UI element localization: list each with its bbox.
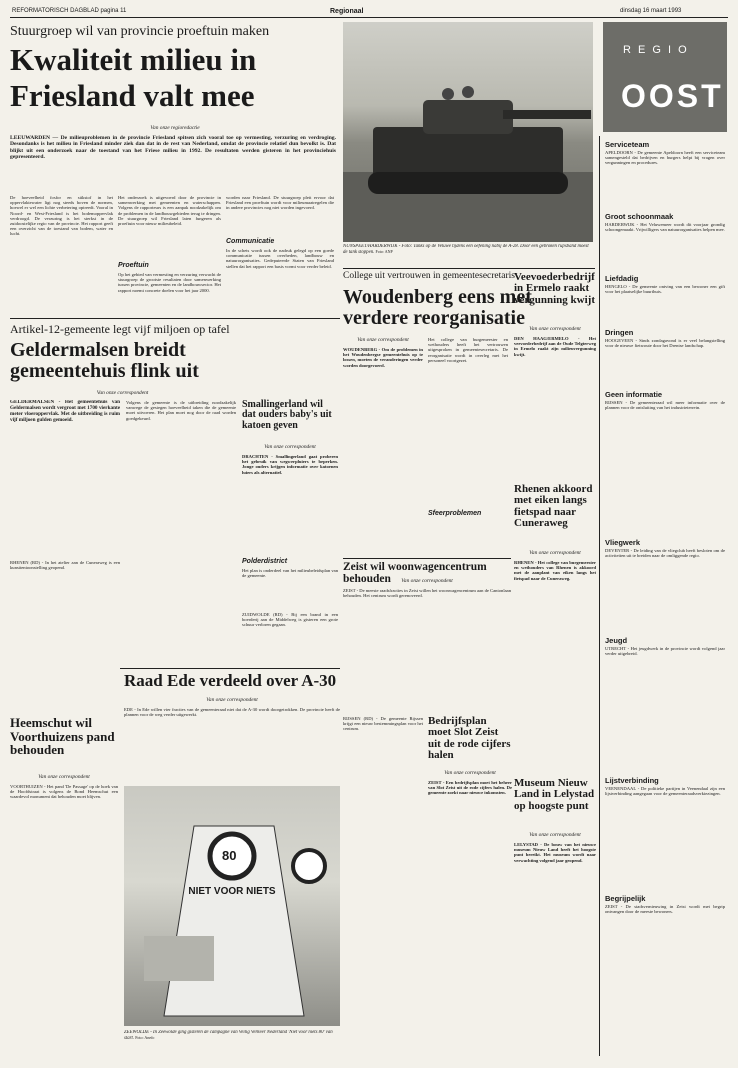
tank-caption xyxy=(343,244,593,266)
college-kicker: College uit vertrouwen in gemeentesecretaris xyxy=(343,271,515,281)
museum-text: LELYSTAD - De bouw van het nieuwe museum Nieuw Land heeft het hoogste punt bereikt. Het museum wordt naar verwachting volgend jaar geopend. xyxy=(514,842,596,863)
sign-illustration xyxy=(124,786,340,1026)
brief-dringen-text: HOOGEVEEN - Sinds zondagavond is er veel belangstelling voor de nieuwe fietsroute door het Drentse landschap. xyxy=(605,338,725,349)
tank-photo xyxy=(343,22,593,242)
heemschut-byline: Van onze correspondent xyxy=(38,774,90,780)
smallinger-title: Smallingerland wil dat ouders baby's uit katoen geven xyxy=(242,399,332,431)
heemschut-text: VOORTHUIZEN - Het pand 'De Passage' op de hoek van de Hoofdstraat is volgens de Bond Heemschut een waardevol monument dat behouden moet blijven. xyxy=(10,784,118,800)
brief-groot-text: HARDERWIJK - Het Veluwemeer wordt dit voorjaar grondig schoongemaakt. Vrijwilligers van natuurorganisaties helpen mee. xyxy=(605,222,725,233)
college-title: Woudenberg eens met verdere reorganisatie xyxy=(343,286,532,329)
veevoeder-byline: Van onze correspondent xyxy=(529,326,581,332)
brief-liefdadig-text: HENGELO - De gemeente ontving van een bewoner een gift voor het plaatselijke buurthuis. xyxy=(605,284,725,295)
rhenen2-byline: Van onze correspondent xyxy=(529,550,581,556)
smallinger-sub: Polderdistrict xyxy=(242,558,288,565)
artikel12-kicker: Artikel-12-gemeente legt vijf miljoen op tafel xyxy=(10,322,230,336)
brief-lijsten-heading: Lijstverbinding xyxy=(605,776,659,785)
bedrijf-text: ZEIST - Een bedrijfsplan moet het beheer van Slot Zeist uit de rode cijfers halen. De gemeente zoekt naar nieuwe inkomsten. xyxy=(428,780,512,796)
regio-oost: OOST xyxy=(621,78,724,114)
veevoeder-title: Veevoederbedrijf in Ermelo raakt vergunning kwijt xyxy=(514,271,595,306)
museum-byline: Van onze correspondent xyxy=(529,832,581,838)
sign-text: NIET VOOR NIETS xyxy=(188,886,276,897)
brief-jeugd-text: UTRECHT - Het jeugdwerk in de provincie wordt volgend jaar verder uitgebreid. xyxy=(605,646,725,657)
lead-sub-1: Proeftuin xyxy=(118,262,149,269)
tank-illustration xyxy=(343,22,593,242)
rhenen2-text: RHENEN - Het college van burgemeester en wethouders van Rhenen is akkoord met de aanplant van eiken langs het fietspad naar de Cuneraweg. xyxy=(514,560,596,581)
museum-title: Museum Nieuw Land in Lelystad op hoogste punt xyxy=(514,777,595,812)
issue-date: dinsdag 16 maart 1993 xyxy=(620,8,682,14)
brief-dringen-heading: Dringen xyxy=(605,328,634,337)
sign-credit: Foto: Anefo xyxy=(135,1035,155,1041)
lead-intro: LEEUWARDEN — De milieuproblemen in de provincie Friesland spitsen zich vooral toe op vermesting, verzuring en verdroging. Desondanks is het milieu in Friesland minder ziek dan dat in de rest van Nederland, omdat de provincie relatief dun bevolkt is. Dat blijkt uit een onderzoek naar de toestand van het Friese milieu in 1992. De resultaten werden gisteren in het provinciehuis gepresenteerd. xyxy=(10,135,336,160)
sign-speed: 80 xyxy=(222,848,237,863)
lead-title-1: Kwaliteit milieu in xyxy=(10,42,257,77)
brief-begrip-heading: Begrijpelijk xyxy=(605,894,646,903)
regio-logo xyxy=(603,22,727,132)
brief-lijsten-text: VEENENDAAL - De politieke partijen in Veenendaal zijn een lijstverbinding aangegaan voor de gemeenteraadsverkiezingen. xyxy=(605,786,725,797)
regio-text: R E G I O xyxy=(623,44,689,56)
lead-title-2: Friesland valt mee xyxy=(10,78,255,113)
paper-name: REFORMATORISCH DAGBLAD pagina 11 xyxy=(12,8,127,14)
section-name: Regionaal xyxy=(330,8,364,15)
lead-col-1: De hoeveelheid fosfor en stikstof in het oppervlaktewater ligt nog steeds boven de normen, hoewel er wel een lichte verbetering optreedt. Vooral in Noord- en West-Friesland is het bodemoppervlak verdroogd. De verzuring is het sterkst in de zuidoostelijke regio van de provincie. Het rapport geeft een overzicht van de toestand van bodem, water en lucht. xyxy=(10,195,113,237)
brief-groot-heading: Groot schoonmaak xyxy=(605,212,674,221)
raad-text: EDE - In Ede willen vier fracties van de gemeenteraad niet dat de A-30 wordt doorgetrokken. De provincie heeft de plannen voor de weg verder uitgewerkt. xyxy=(124,707,340,718)
brief-vliegwerk-text: DEVENTER - De leiding van de vliegclub heeft besloten om de activiteiten uit te breiden naar de omliggende regio. xyxy=(605,548,725,559)
artikel12-rule xyxy=(10,318,340,319)
raad-rule xyxy=(120,668,340,669)
college-rule xyxy=(343,268,595,269)
smallinger-byline: Van onze correspondent xyxy=(264,444,316,450)
veevoeder-text: DEN HAAG/ERMELO - Het veevoederbedrijf aan de Oude Telgterweg in Ermelo raakt zijn milieuvergunning kwijt. xyxy=(514,336,596,357)
zeist-byline: Van onze correspondent xyxy=(401,578,453,584)
header-rule xyxy=(10,17,728,18)
rhenen-brief: RHENEN (RD) - In het atelier aan de Cuneraweg is een kunsttentoonstelling geopend. xyxy=(10,560,120,571)
brief-serviceteam-text: APELDOORN - De gemeente Apeldoorn heeft een serviceteam samengesteld dat bedrijven en burgers helpt bij vragen over vergunningen en procedures. xyxy=(605,150,725,166)
brief-begrip-text: ZEIST - De stadsvernieuwing in Zeist wordt met begrip ontvangen door de meeste bewoners. xyxy=(605,904,725,915)
lead-sub-2-text: In de schets wordt ook de nadruk gelegd op een goede communicatie tussen overheden, landbouw en natuurorganisaties. Gedeputeerde Staten van Friesland stellen dat het rapport een basis vormt voor verder beleid. xyxy=(226,248,334,269)
college-intro: WOUDENBERG - Om de problemen in het Woudenbergse gemeentehuis op te lossen, moeten de veranderingen verder worden doorgevoerd. xyxy=(343,347,423,368)
brief-geen-text: RIJSSEN - De gemeenteraad wil meer informatie over de plannen voor de ontsluiting van het industrieterrein. xyxy=(605,400,725,411)
lead-sub-2: Communicatie xyxy=(226,238,275,245)
heemschut-title: Heemschut wil Voorthuizens pand behouden xyxy=(10,715,115,758)
lead-kicker: Stuurgroep wil van provincie proeftuin maken xyxy=(10,24,270,39)
lead-col-3: worden naar Friesland. De stuurgroep pleit ervoor dat Friesland een proeftuin wordt voor milieumaatregelen die in andere provincies nog niet worden ingevoerd. xyxy=(226,195,334,211)
bedrijf-title: Bedrijfsplan moet Slot Zeist uit de rode cijfers halen xyxy=(428,715,511,762)
zuidwolde-brief: ZUIDWOLDE (RD) - Bij een brand in een boerderij aan de Middelweg is gisteren een grote schuur verloren gegaan. xyxy=(242,612,338,628)
sign-caption-text: ZEEWOLDE - In Zeewolde ging gisteren de campagne van Veilig Verkeer Nederland 'Niet voor niets 80' van start. xyxy=(124,1030,333,1042)
brief-serviceteam-heading: Serviceteam xyxy=(605,140,650,149)
tank-caption-text: NUNSPEET/HARDERWIJK - Foto: Tanks op de Veluwe tijdens een oefening nabij de A-28. Door een gebroken rupsband moest de tank stoppen. xyxy=(343,244,589,256)
lead-col-2: Het onderzoek is uitgevoerd door de provincie in samenwerking met gemeenten en waterschappen. Volgens de rapporteurs is een aanpak noodzakelijk om de problemen in de landbouwgebieden terug te dringen. De stuurgroep wil Friesland laten fungeren als proeftuin voor nieuw milieubeleid. xyxy=(118,195,221,227)
brief-liefdadig-heading: Liefdadig xyxy=(605,274,639,283)
lead-sub-1-text: Op het gebied van vermesting en verzuring verwacht de stuurgroep de grootste resultaten door samenwerking tussen provincie, gemeenten en de landbouwsector. Het rapport noemt concrete doelen voor het jaar 2000. xyxy=(118,272,221,293)
artikel12-intro: GELDERMALSEN - Het gemeentehuis van Geldermalsen wordt vergroot met 1700 vierkante meter vloeroppervlak. Met de uitbreiding is ruim vijf miljoen gulden gemoeid. xyxy=(10,400,120,423)
artikel12-title: Geldermalsen breidt gemeentehuis flink uit xyxy=(10,339,199,382)
sign-photo xyxy=(124,786,340,1026)
zeist-text: ZEIST - De meeste raadsfracties in Zeist willen het woonwagencentrum aan de Cantonlaan behouden. Het centrum wordt gerenoveerd. xyxy=(343,588,511,599)
college-text: Het college van burgemeester en wethouders heeft het vertrouwen uitgesproken in gemeentesecretaris. De reorganisatie wordt in overleg met het personeel voortgezet. xyxy=(428,337,508,363)
brief-geen-heading: Geen informatie xyxy=(605,390,663,399)
college-byline: Van onze correspondent xyxy=(357,337,409,343)
sign-caption xyxy=(124,1030,340,1052)
raad-byline: Van onze correspondent xyxy=(206,697,258,703)
lead-byline: Van onze regioredactie xyxy=(150,125,200,131)
raad-title: Raad Ede verdeeld over A-30 xyxy=(124,671,337,690)
bedrijf-byline: Van onze correspondent xyxy=(444,770,496,776)
rijssen-brief: RIJSSEN (RD) - De gemeente Rijssen krijgt een nieuw bestemmingsplan voor het centrum. xyxy=(343,716,423,732)
right-col-rule xyxy=(599,136,600,1056)
rhenen2-title: Rhenen akkoord met eiken langs fietspad naar Cuneraweg xyxy=(514,483,593,530)
zeist-rule xyxy=(343,558,511,559)
college-sub: Sfeerproblemen xyxy=(428,510,482,517)
smallinger-text: DRACHTEN - Smallingerland gaat proberen het gebruik van wegwerpluiers te beperken. Jonge ouders krijgen informatie over katoenen luiers als alternatief. xyxy=(242,454,338,475)
zeist-title: Zeist wil woonwagencentrum behouden xyxy=(343,561,487,585)
artikel12-text: Volgens de gemeente is de uitbreiding noodzakelijk vanwege de gestegen hoeveelheid taken die de gemeente moet uitvoeren. Het plan moet nog door de raad worden goedgekeurd. xyxy=(126,400,236,421)
artikel12-byline: Van onze correspondent xyxy=(96,390,149,396)
smallinger-subtext: Het plan is onderdeel van het milieubeleidsplan van de gemeente. xyxy=(242,568,338,579)
brief-jeugd-heading: Jeugd xyxy=(605,636,628,645)
tank-credit: Foto: ANP xyxy=(375,249,393,255)
brief-vliegwerk-heading: Vliegwerk xyxy=(605,538,641,547)
